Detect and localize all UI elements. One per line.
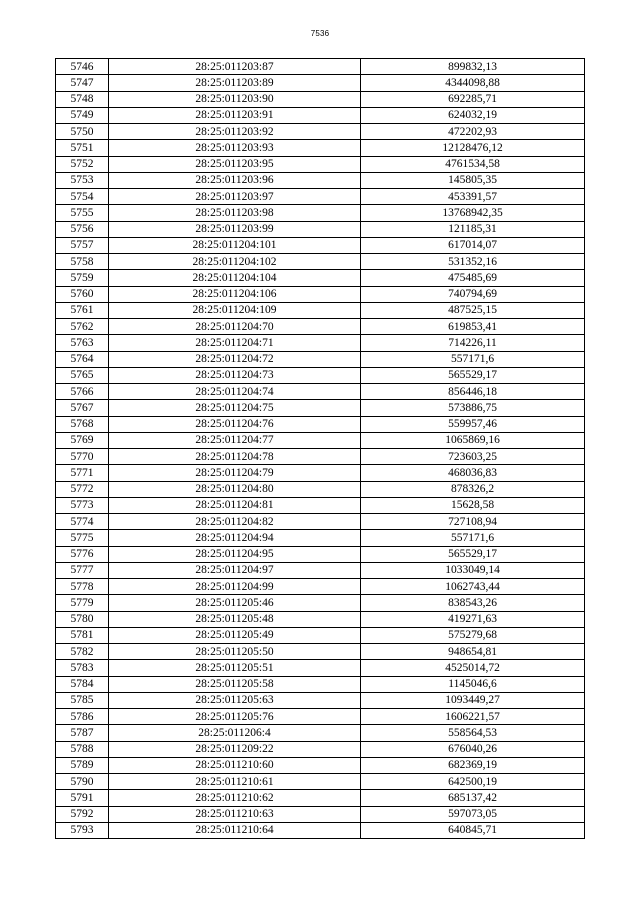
table-row	[56, 627, 585, 643]
cadastral-number-cell: 28:25:011203:98	[109, 205, 361, 221]
cadastral-value-cell: 121185,31	[361, 221, 585, 237]
cadastral-number-cell: 28:25:011205:63	[109, 692, 361, 708]
cadastral-number-cell: 28:25:011204:94	[109, 530, 361, 546]
cadastral-number-cell: 28:25:011204:76	[109, 416, 361, 432]
row-number-cell: 5782	[56, 644, 109, 660]
table-row	[56, 400, 585, 416]
cadastral-value-cell: 1093449,27	[361, 692, 585, 708]
table-row	[56, 107, 585, 123]
cadastral-number-cell: 28:25:011204:97	[109, 562, 361, 578]
table-row	[56, 319, 585, 335]
table-row	[56, 741, 585, 757]
cadastral-value-cell: 1033049,14	[361, 562, 585, 578]
cadastral-value-cell: 145805,35	[361, 172, 585, 188]
cadastral-number-cell: 28:25:011204:73	[109, 367, 361, 383]
cadastral-value-cell: 624032,19	[361, 107, 585, 123]
cadastral-number-cell: 28:25:011203:97	[109, 189, 361, 205]
cadastral-number-cell: 28:25:011204:81	[109, 497, 361, 513]
table-row	[56, 514, 585, 530]
row-number-cell: 5763	[56, 335, 109, 351]
cadastral-value-cell: 1065869,16	[361, 432, 585, 448]
row-number-cell: 5786	[56, 709, 109, 725]
table-row	[56, 757, 585, 773]
table-row	[56, 822, 585, 838]
cadastral-value-cell: 559957,46	[361, 416, 585, 432]
row-number-cell: 5762	[56, 319, 109, 335]
cadastral-number-cell: 28:25:011205:50	[109, 644, 361, 660]
cadastral-number-cell: 28:25:011205:58	[109, 676, 361, 692]
row-number-cell: 5751	[56, 140, 109, 156]
table-row	[56, 774, 585, 790]
cadastral-value-cell: 487525,15	[361, 302, 585, 318]
cadastral-number-cell: 28:25:011204:101	[109, 237, 361, 253]
cadastral-value-cell: 714226,11	[361, 335, 585, 351]
page-number: 7536	[310, 29, 330, 38]
cadastral-value-cell: 676040,26	[361, 741, 585, 757]
cadastral-number-cell: 28:25:011204:102	[109, 254, 361, 270]
cadastral-number-cell: 28:25:011203:99	[109, 221, 361, 237]
cadastral-value-cell: 12128476,12	[361, 140, 585, 156]
row-number-cell: 5755	[56, 205, 109, 221]
cadastral-value-cell: 899832,13	[361, 59, 585, 75]
cadastral-number-cell: 28:25:011204:77	[109, 432, 361, 448]
cadastral-number-cell: 28:25:011204:75	[109, 400, 361, 416]
row-number-cell: 5746	[56, 59, 109, 75]
cadastral-value-cell: 472202,93	[361, 124, 585, 140]
cadastral-number-cell: 28:25:011204:104	[109, 270, 361, 286]
cadastral-value-table	[55, 58, 585, 839]
row-number-cell: 5757	[56, 237, 109, 253]
row-number-cell: 5756	[56, 221, 109, 237]
cadastral-value-cell: 468036,83	[361, 465, 585, 481]
table-row	[56, 449, 585, 465]
table-row	[56, 189, 585, 205]
cadastral-value-cell: 640845,71	[361, 822, 585, 838]
row-number-cell: 5775	[56, 530, 109, 546]
cadastral-value-cell: 692285,71	[361, 91, 585, 107]
row-number-cell: 5752	[56, 156, 109, 172]
row-number-cell: 5774	[56, 514, 109, 530]
table-row	[56, 254, 585, 270]
cadastral-number-cell: 28:25:011205:46	[109, 595, 361, 611]
table-row	[56, 562, 585, 578]
cadastral-number-cell: 28:25:011204:106	[109, 286, 361, 302]
cadastral-number-cell: 28:25:011204:79	[109, 465, 361, 481]
cadastral-value-cell: 597073,05	[361, 806, 585, 822]
row-number-cell: 5760	[56, 286, 109, 302]
cadastral-number-cell: 28:25:011205:49	[109, 627, 361, 643]
row-number-cell: 5748	[56, 91, 109, 107]
row-number-cell: 5787	[56, 725, 109, 741]
table-row	[56, 270, 585, 286]
cadastral-number-cell: 28:25:011210:60	[109, 757, 361, 773]
row-number-cell: 5777	[56, 562, 109, 578]
cadastral-number-cell: 28:25:011204:72	[109, 351, 361, 367]
cadastral-value-cell: 565529,17	[361, 367, 585, 383]
table-row	[56, 384, 585, 400]
cadastral-number-cell: 28:25:011204:95	[109, 546, 361, 562]
cadastral-value-cell: 1145046,6	[361, 676, 585, 692]
cadastral-number-cell: 28:25:011210:61	[109, 774, 361, 790]
row-number-cell: 5766	[56, 384, 109, 400]
cadastral-value-cell: 4761534,58	[361, 156, 585, 172]
row-number-cell: 5773	[56, 497, 109, 513]
row-number-cell: 5788	[56, 741, 109, 757]
cadastral-number-cell: 28:25:011204:82	[109, 514, 361, 530]
row-number-cell: 5781	[56, 627, 109, 643]
table-row	[56, 172, 585, 188]
cadastral-number-cell: 28:25:011210:64	[109, 822, 361, 838]
table-row	[56, 351, 585, 367]
cadastral-number-cell: 28:25:011204:99	[109, 579, 361, 595]
row-number-cell: 5783	[56, 660, 109, 676]
table-row	[56, 432, 585, 448]
table-row	[56, 156, 585, 172]
cadastral-number-cell: 28:25:011203:93	[109, 140, 361, 156]
table-row	[56, 579, 585, 595]
row-number-cell: 5784	[56, 676, 109, 692]
table-row	[56, 595, 585, 611]
cadastral-number-cell: 28:25:011210:62	[109, 790, 361, 806]
table-row	[56, 806, 585, 822]
table-row	[56, 59, 585, 75]
table-row	[56, 481, 585, 497]
cadastral-number-cell: 28:25:011204:78	[109, 449, 361, 465]
cadastral-value-cell: 682369,19	[361, 757, 585, 773]
cadastral-number-cell: 28:25:011204:74	[109, 384, 361, 400]
cadastral-value-cell: 557171,6	[361, 530, 585, 546]
table-row	[56, 91, 585, 107]
row-number-cell: 5793	[56, 822, 109, 838]
cadastral-number-cell: 28:25:011204:71	[109, 335, 361, 351]
row-number-cell: 5792	[56, 806, 109, 822]
cadastral-number-cell: 28:25:011205:48	[109, 611, 361, 627]
table-row	[56, 465, 585, 481]
table-row	[56, 497, 585, 513]
row-number-cell: 5749	[56, 107, 109, 123]
cadastral-number-cell: 28:25:011206:4	[109, 725, 361, 741]
row-number-cell: 5768	[56, 416, 109, 432]
table-row	[56, 660, 585, 676]
cadastral-value-cell: 619853,41	[361, 319, 585, 335]
table-row	[56, 530, 585, 546]
cadastral-value-cell: 558564,53	[361, 725, 585, 741]
table-row	[56, 286, 585, 302]
cadastral-number-cell: 28:25:011203:89	[109, 75, 361, 91]
table-row	[56, 221, 585, 237]
row-number-cell: 5789	[56, 757, 109, 773]
table-row	[56, 205, 585, 221]
row-number-cell: 5779	[56, 595, 109, 611]
table-row	[56, 140, 585, 156]
cadastral-value-cell: 1062743,44	[361, 579, 585, 595]
table-row	[56, 302, 585, 318]
row-number-cell: 5753	[56, 172, 109, 188]
row-number-cell: 5750	[56, 124, 109, 140]
table-row	[56, 725, 585, 741]
cadastral-number-cell: 28:25:011204:80	[109, 481, 361, 497]
table-row	[56, 416, 585, 432]
table-row	[56, 790, 585, 806]
row-number-cell: 5776	[56, 546, 109, 562]
cadastral-value-cell: 617014,07	[361, 237, 585, 253]
row-number-cell: 5758	[56, 254, 109, 270]
table-row	[56, 367, 585, 383]
cadastral-value-cell: 419271,63	[361, 611, 585, 627]
row-number-cell: 5790	[56, 774, 109, 790]
row-number-cell: 5767	[56, 400, 109, 416]
row-number-cell: 5770	[56, 449, 109, 465]
cadastral-value-cell: 557171,6	[361, 351, 585, 367]
cadastral-value-cell: 4344098,88	[361, 75, 585, 91]
row-number-cell: 5759	[56, 270, 109, 286]
table-row	[56, 692, 585, 708]
cadastral-value-cell: 13768942,35	[361, 205, 585, 221]
row-number-cell: 5764	[56, 351, 109, 367]
cadastral-number-cell: 28:25:011205:76	[109, 709, 361, 725]
cadastral-value-cell: 838543,26	[361, 595, 585, 611]
row-number-cell: 5780	[56, 611, 109, 627]
cadastral-number-cell: 28:25:011203:95	[109, 156, 361, 172]
cadastral-value-cell: 475485,69	[361, 270, 585, 286]
table-row	[56, 124, 585, 140]
row-number-cell: 5761	[56, 302, 109, 318]
row-number-cell: 5772	[56, 481, 109, 497]
cadastral-number-cell: 28:25:011203:87	[109, 59, 361, 75]
row-number-cell: 5747	[56, 75, 109, 91]
table-body	[56, 59, 585, 839]
cadastral-number-cell: 28:25:011210:63	[109, 806, 361, 822]
row-number-cell: 5791	[56, 790, 109, 806]
cadastral-number-cell: 28:25:011204:70	[109, 319, 361, 335]
cadastral-number-cell: 28:25:011203:96	[109, 172, 361, 188]
cadastral-number-cell: 28:25:011205:51	[109, 660, 361, 676]
table-row	[56, 546, 585, 562]
cadastral-number-cell: 28:25:011203:90	[109, 91, 361, 107]
cadastral-value-cell: 565529,17	[361, 546, 585, 562]
cadastral-value-cell: 642500,19	[361, 774, 585, 790]
table-row	[56, 611, 585, 627]
cadastral-value-cell: 740794,69	[361, 286, 585, 302]
cadastral-value-cell: 723603,25	[361, 449, 585, 465]
cadastral-number-cell: 28:25:011209:22	[109, 741, 361, 757]
row-number-cell: 5771	[56, 465, 109, 481]
table-row	[56, 709, 585, 725]
cadastral-value-cell: 4525014,72	[361, 660, 585, 676]
row-number-cell: 5785	[56, 692, 109, 708]
cadastral-value-cell: 573886,75	[361, 400, 585, 416]
row-number-cell: 5778	[56, 579, 109, 595]
cadastral-value-cell: 727108,94	[361, 514, 585, 530]
cadastral-value-cell: 685137,42	[361, 790, 585, 806]
table-row	[56, 335, 585, 351]
cadastral-value-cell: 15628,58	[361, 497, 585, 513]
table-row	[56, 644, 585, 660]
cadastral-value-cell: 856446,18	[361, 384, 585, 400]
cadastral-number-cell: 28:25:011204:109	[109, 302, 361, 318]
cadastral-value-cell: 575279,68	[361, 627, 585, 643]
cadastral-number-cell: 28:25:011203:91	[109, 107, 361, 123]
cadastral-value-cell: 1606221,57	[361, 709, 585, 725]
cadastral-value-cell: 878326,2	[361, 481, 585, 497]
cadastral-value-cell: 948654,81	[361, 644, 585, 660]
row-number-cell: 5765	[56, 367, 109, 383]
cadastral-number-cell: 28:25:011203:92	[109, 124, 361, 140]
row-number-cell: 5769	[56, 432, 109, 448]
cadastral-value-cell: 453391,57	[361, 189, 585, 205]
table-row	[56, 237, 585, 253]
cadastral-value-cell: 531352,16	[361, 254, 585, 270]
row-number-cell: 5754	[56, 189, 109, 205]
table-row	[56, 75, 585, 91]
table-row	[56, 676, 585, 692]
